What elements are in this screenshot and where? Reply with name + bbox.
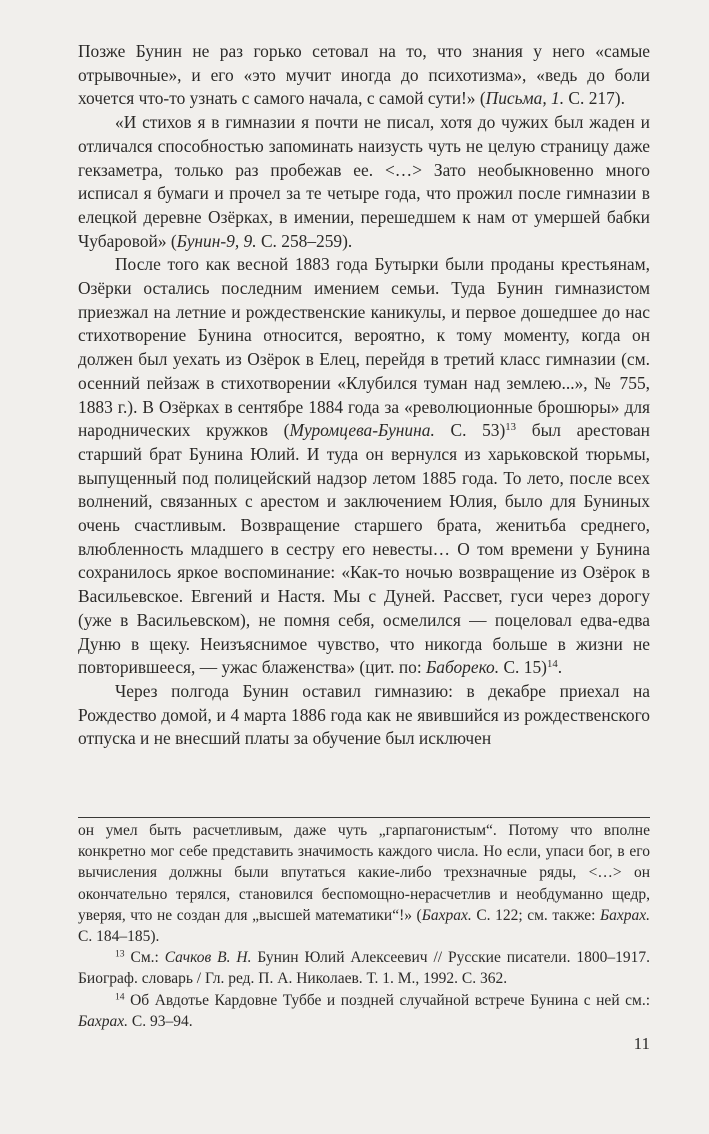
paragraph [78, 680, 650, 751]
text-segment: См.: [124, 949, 165, 967]
footnote-marker: 13 [505, 421, 517, 434]
text-segment: С. 184–185). [78, 928, 160, 946]
text-segment: С. 217). [564, 88, 625, 109]
text-segment: Через полгода Бунин оставил гимназию: в декабре приехал на Рождество домой, и 4 марта 1886 года как не явившийся из рождественского отпуска и не внесший платы за обучение был исключен [78, 680, 650, 749]
text-segment: С. 53) [434, 420, 506, 441]
footnote-marker: 13 [115, 948, 125, 960]
main-text [78, 40, 650, 751]
italic-reference: Бахрах. [421, 906, 472, 924]
footnote-14 [78, 990, 650, 1032]
paragraph [78, 253, 650, 680]
text-segment: был арестован старший брат Бунина Юлий. И туда он вернулся из харьковской тюрьмы, выпущенный под полицейский надзор летом 1885 года. То лето, после всех волнений, связанных с арестом и заключением Юлия, было для Буниных очень счастливым. Возвращение старшего брата, женитьба среднего, влюбленность младшего в сестру его невесты… О том времени у Бунина сохранилось яркое воспоминание: «Как-то ночью возвращение из Озёрок в Васильевское. Евгений и Настя. Мы с Дуней. Рассвет, гуси через дорогу (уже в Васильевском), не помня себя, осмелился — поцеловал едва-едва Дуню в щеку. Неизъяснимое чувство, что никогда больше в жизни не повторившееся, — ужас блаженства» (цит. по: [78, 420, 650, 678]
paragraph [78, 40, 650, 111]
italic-reference: Бахрах. [599, 906, 650, 924]
italic-reference: Бунин-9, 9. [176, 230, 257, 251]
italic-reference: Письма, 1. [485, 88, 565, 109]
text-segment: С. 93–94. [128, 1012, 193, 1030]
footnote-marker: 14 [546, 658, 558, 671]
text-segment: После того как весной 1883 года Бутырки были проданы крестьянам, Озёрки остались последним имением семьи. Туда Бунин гимназистом приезжал на летние и рождественские каникулы, и первое дошедшее до нас стихотворение Бунина относится, вероятно, к тому моменту, когда он должен был уехать из Озёрок в Елец, перейдя в третий класс гимназии (см. осенний пейзаж в стихотворении «Клубился туман над землею...», № 755, 1883 г.). В Озёрках в сентябре 1884 года за «революционные брошюры» для народнических кружков ( [78, 254, 650, 441]
text-segment: . [557, 657, 563, 678]
text-segment: Об Авдотье Кардовне Туббе и поздней случайной встрече Бунина с ней см.: [124, 991, 650, 1009]
footnote-continuation [78, 820, 650, 947]
italic-reference: Бабореко. [426, 657, 500, 678]
page-number: 11 [633, 1034, 650, 1053]
text-segment: Позже Бунин не раз горько сетовал на то, что знания у него «самые отрывочные», и его «это мучит иногда до психотизма», «ведь до боли хочется что-то узнать с самого начала, с самой сути!» ( [78, 41, 650, 109]
text-segment: С. 122; см. также: [471, 906, 600, 924]
footnote-marker: 14 [115, 991, 125, 1003]
italic-reference: Сачков В. Н. [164, 949, 252, 967]
footnote-13 [78, 947, 650, 989]
text-segment: С. 258–259). [256, 230, 353, 251]
text-segment: Бунин Юлий Алексеевич // Русские писатели. 1800–1917. Биограф. словарь / Гл. ред. П. А. Николаев. Т. 1. М., 1992. С. 362. [78, 949, 650, 988]
text-segment: «И стихов я в гимназии я почти не писал, хотя до чужих был жаден и отличался способностью запоминать наизусть чуть не целую страницу даже гекзаметра, только раз пробежав ее. <…> Зато необыкновенно много исписал я бумаги и прочел за те четыре года, что прожил после гимназии в елецкой деревне Озёрках, в имении, перешедшем к нам от умершей бабки Чубаровой» ( [78, 112, 650, 251]
italic-reference: Бахрах. [78, 1012, 129, 1030]
footnote-divider [78, 817, 650, 818]
italic-reference: Муромцева-Бунина. [289, 420, 435, 441]
footnotes [78, 820, 650, 1032]
paragraph [78, 111, 650, 253]
text-segment: он умел быть расчетливым, даже чуть „гарпагонистым“. Потому что вполне конкретно мог себе представить значимость каждого числа. Но если, упаси бог, в его вычисления должны были впутаться какие-либо трехзначные ряды, <…> он окончательно терялся, становился беспомощно-нерасчетлив и необдуманно щедр, уверяя, что не создан для „высшей математики“!» ( [78, 822, 650, 924]
text-segment: С. 15) [499, 657, 547, 678]
